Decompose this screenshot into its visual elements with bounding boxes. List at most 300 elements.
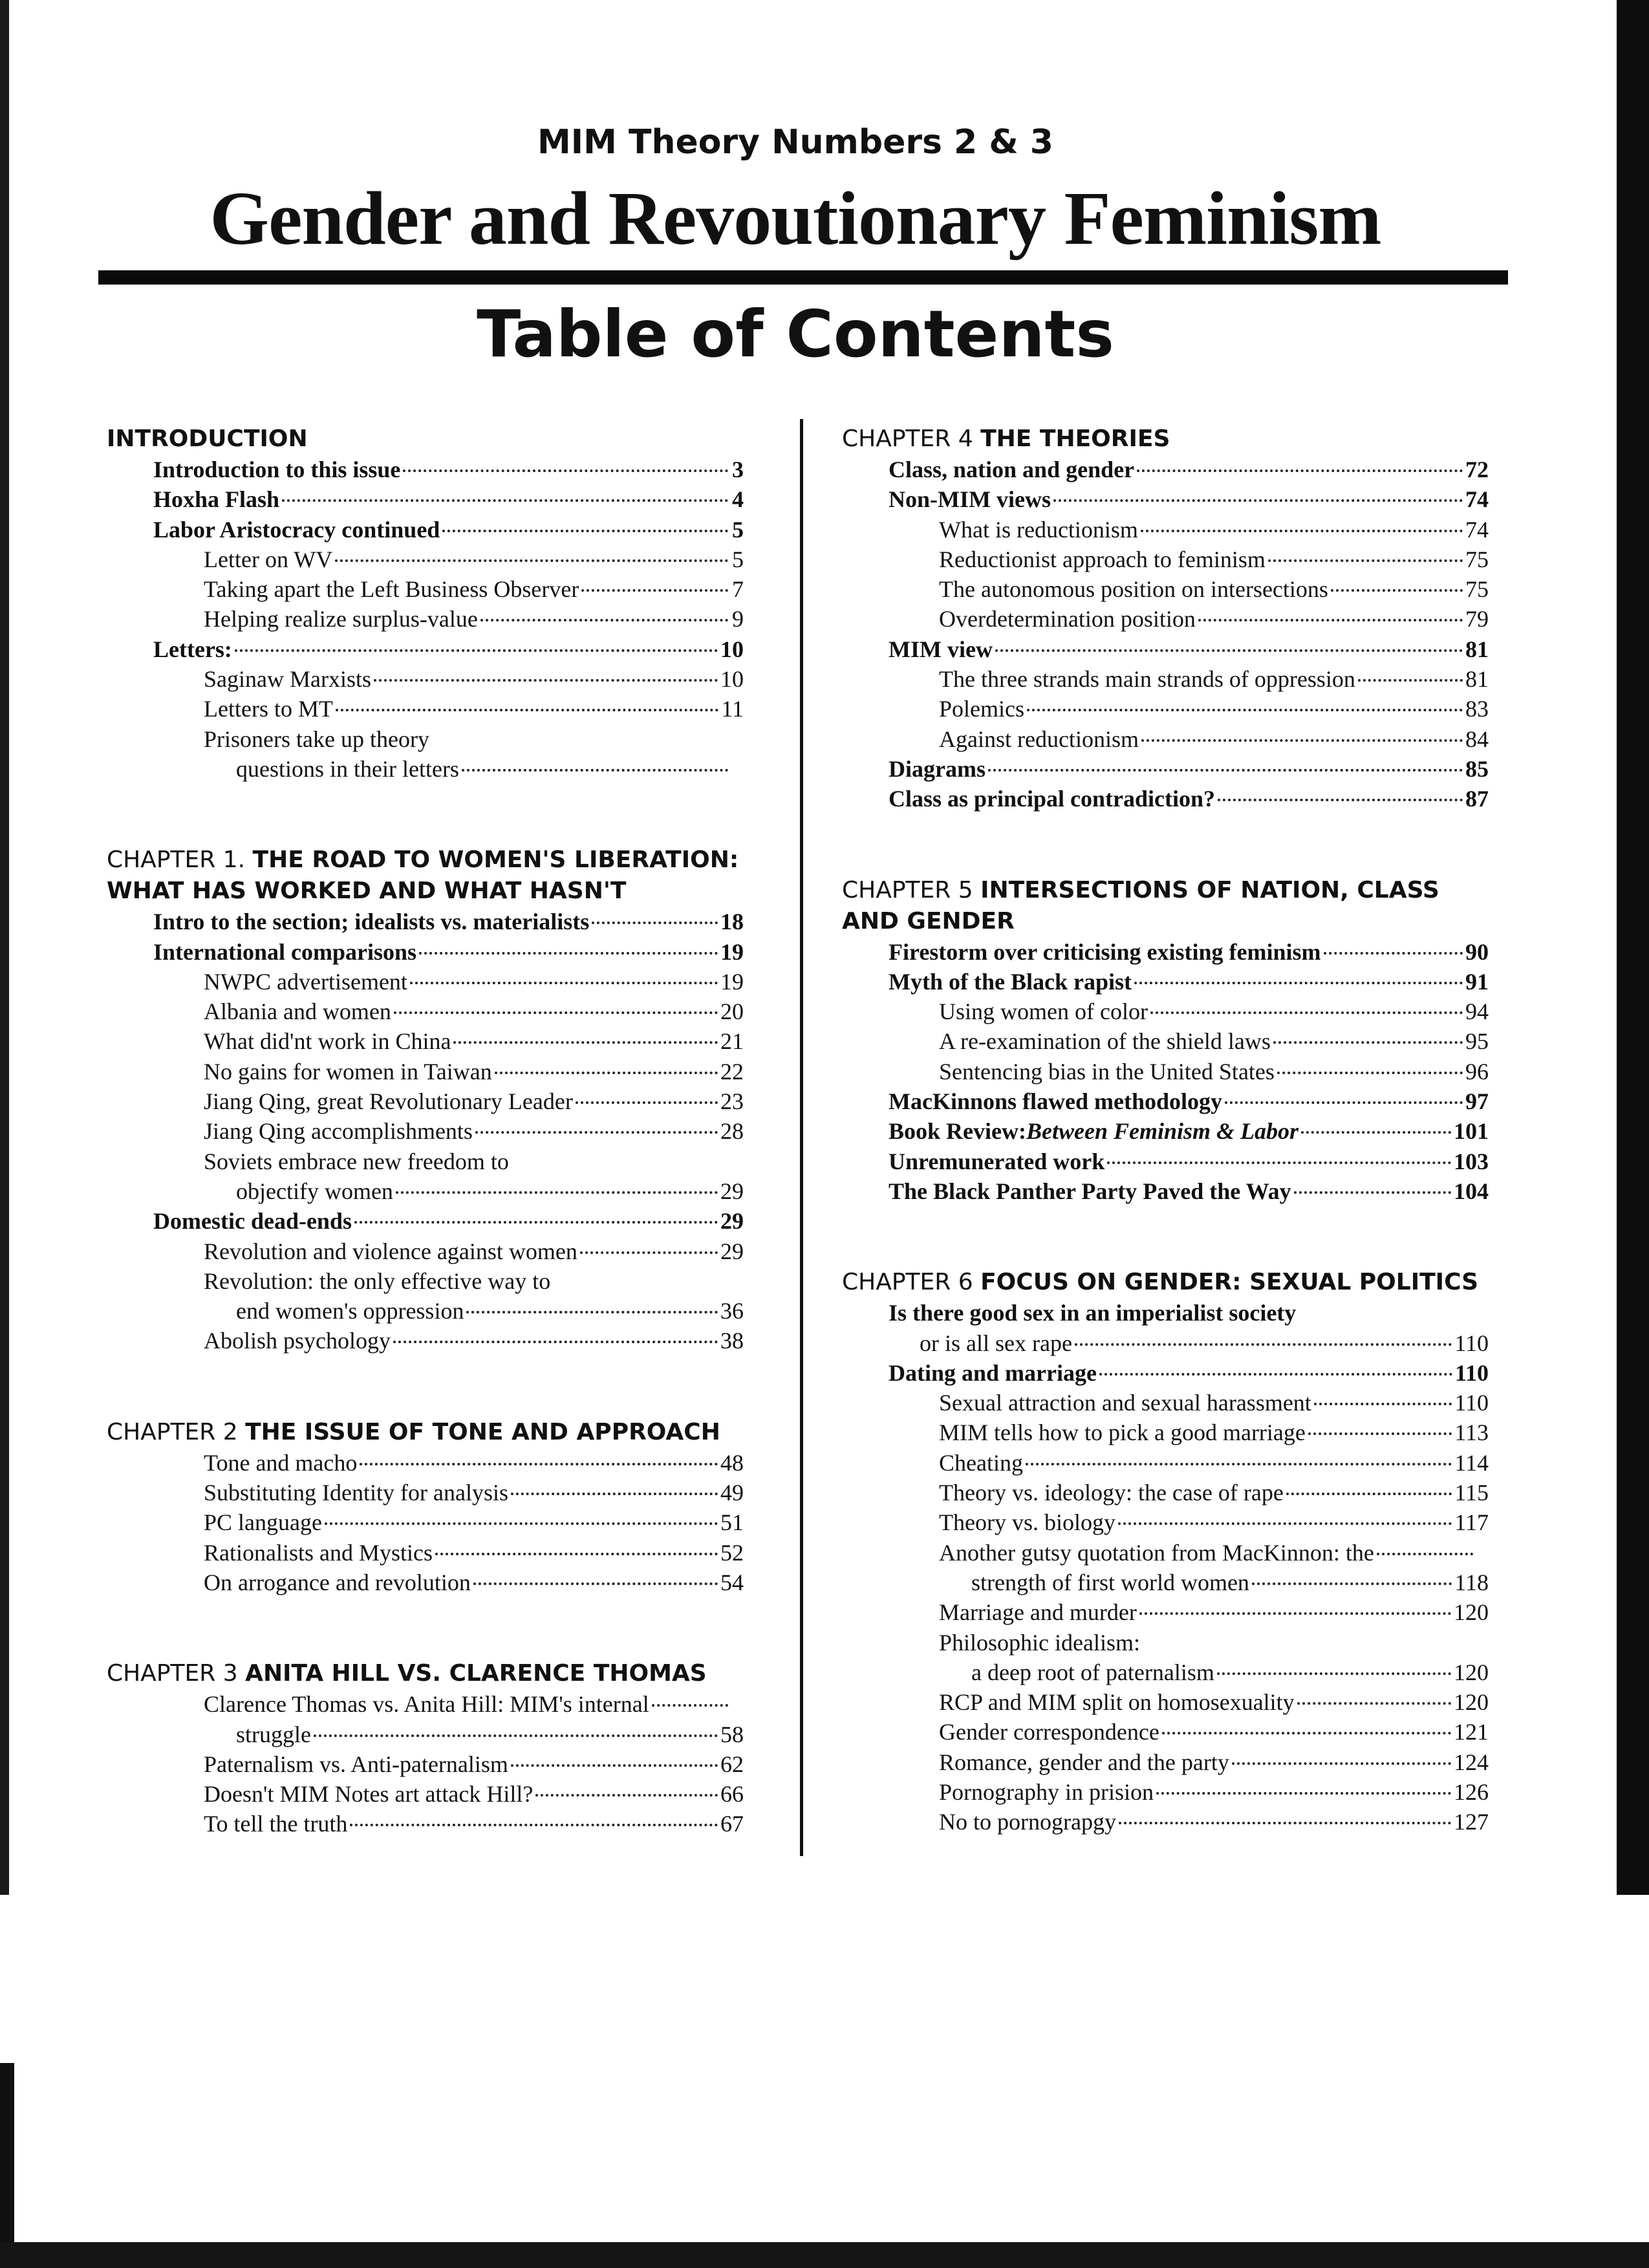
page-number: 9 (732, 606, 744, 632)
dot-leader (419, 952, 718, 955)
page-number: 4 (732, 486, 744, 513)
dot-leader (394, 1011, 718, 1014)
toc-left-column (107, 424, 744, 1839)
toc-entry (842, 1538, 1489, 1568)
dot-leader (1026, 1463, 1452, 1465)
page-number: 126 (1454, 1778, 1489, 1805)
page-number: 75 (1465, 546, 1489, 572)
page-number: 114 (1454, 1449, 1489, 1476)
dot-leader (1119, 1822, 1451, 1824)
toc-entry (842, 1687, 1489, 1717)
entry-title: Labor Aristocracy continued (153, 516, 440, 543)
page-number: 83 (1465, 696, 1489, 722)
dot-leader (1198, 619, 1463, 621)
entry-title: Introduction to this issue (153, 457, 401, 482)
toc-entry (107, 664, 744, 694)
entry-title: or is all sex rape (920, 1330, 1072, 1356)
entry-title: objectify women (236, 1178, 393, 1204)
page-number: 75 (1465, 576, 1489, 603)
entry-title: PC language (204, 1509, 322, 1536)
toc-entry (107, 1809, 744, 1839)
toc-entry (842, 967, 1489, 997)
toc-entry (842, 1777, 1489, 1807)
page-number: 22 (720, 1058, 744, 1085)
page-number: 23 (720, 1088, 744, 1115)
toc-entry: Philosophic idealism: (939, 1629, 1140, 1656)
entry-title: Revolution and violence against women (204, 1238, 577, 1264)
toc-entry (107, 907, 744, 936)
entry-title: Class, nation and gender (889, 457, 1135, 482)
toc-entry (842, 754, 1489, 784)
entry-title: Theory vs. ideology: the case of rape (939, 1480, 1284, 1506)
chapter-title: INTRODUCTION (107, 426, 308, 452)
chapter-title: FOCUS ON GENDER: SEXUAL POLITICS (980, 1269, 1479, 1296)
chapter-title: THE ISSUE OF TONE AND APPROACH (245, 1418, 720, 1445)
page-number: 29 (720, 1178, 744, 1204)
dot-leader (1268, 559, 1463, 562)
dot-leader (314, 1734, 718, 1737)
chapter-number: CHAPTER 2 (107, 1418, 246, 1445)
dot-leader (1331, 589, 1463, 592)
page-number: 10 (720, 636, 744, 662)
chapter-number: CHAPTER 5 (842, 876, 981, 903)
toc-entry (842, 1328, 1489, 1358)
entry-title: Another gutsy quotation from MacKinnon: the (939, 1539, 1374, 1566)
page-number: 51 (720, 1509, 744, 1536)
dot-leader (1217, 1672, 1451, 1675)
toc-section (107, 424, 744, 784)
entry-title: Reductionist approach to feminism (939, 546, 1266, 572)
toc-entry (107, 1448, 744, 1478)
toc-entry (842, 724, 1489, 754)
page-number: 117 (1454, 1509, 1489, 1536)
column-divider (800, 419, 803, 1856)
page-number: 29 (720, 1238, 744, 1264)
entry-title: To tell the truth (204, 1811, 348, 1837)
entry-title: a deep root of paternalism (971, 1659, 1214, 1685)
entry-title: end women's oppression (236, 1298, 464, 1324)
entry-title: What did'nt work in China (204, 1028, 451, 1055)
toc-entry (842, 997, 1489, 1026)
section-heading (107, 424, 744, 455)
toc-entry (107, 1026, 744, 1056)
dot-leader (1162, 1732, 1451, 1734)
entry-title: strength of first world women (971, 1569, 1249, 1595)
entry-title: A re-examination of the shield laws (939, 1028, 1271, 1055)
dot-leader (1358, 679, 1463, 682)
dot-leader (495, 1072, 718, 1074)
entry-title: Jiang Qing accomplishments (204, 1118, 473, 1145)
entry-title: Rationalists and Mystics (204, 1539, 433, 1566)
page-number: 28 (720, 1118, 744, 1145)
page-number: 115 (1454, 1480, 1489, 1506)
toc-entry (842, 1057, 1489, 1086)
page-number: 52 (720, 1539, 744, 1566)
chapter-title-line2: AND GENDER (842, 907, 1015, 934)
dot-leader (1232, 1762, 1451, 1765)
entry-title: Book Review: (889, 1118, 1026, 1145)
toc-entry (107, 1507, 744, 1537)
toc-entry (107, 484, 744, 514)
entry-title: On arrogance and revolution (204, 1569, 471, 1595)
entry-title: Paternalism vs. Anti-paternalism (204, 1751, 508, 1777)
toc-entry (842, 574, 1489, 604)
page-number: 113 (1454, 1420, 1489, 1446)
dot-leader (1377, 1553, 1473, 1555)
page-number: 90 (1465, 938, 1489, 965)
dot-leader (336, 709, 718, 711)
dot-leader (1277, 1072, 1463, 1074)
entry-title: Letter on WV (204, 546, 333, 572)
dot-leader (995, 649, 1463, 652)
entry-title: Hoxha Flash (153, 486, 280, 513)
toc-entry (842, 1116, 1489, 1146)
toc-entry (842, 1507, 1489, 1537)
toc-entry (107, 694, 744, 724)
series-title: MIM Theory Numbers 2 & 3 (537, 123, 1053, 162)
entry-title: Gender correspondence (939, 1719, 1159, 1745)
toc-heading: Table of Contents (477, 296, 1114, 372)
entry-title: Myth of the Black rapist (889, 968, 1132, 995)
toc-entry (842, 1448, 1489, 1478)
page-number: 120 (1454, 1599, 1489, 1626)
page-number: 66 (720, 1781, 744, 1808)
page-number: 21 (720, 1028, 744, 1055)
entry-title: Sexual attraction and sexual harassment (939, 1390, 1311, 1416)
toc-entry (107, 1478, 744, 1507)
dot-leader (1053, 499, 1463, 502)
dot-leader (1314, 1403, 1452, 1405)
toc-entry (107, 1689, 744, 1719)
entry-title: Doesn't MIM Notes art attack Hill? (204, 1781, 534, 1808)
toc-entry (107, 1749, 744, 1779)
entry-title: Sentencing bias in the United States (939, 1058, 1275, 1085)
scan-border-left (0, 0, 9, 1895)
dot-leader (475, 1131, 718, 1134)
entry-title: Jiang Qing, great Revolutionary Leader (204, 1088, 573, 1115)
toc-entry (842, 1388, 1489, 1418)
entry-title: Diagrams (889, 755, 986, 782)
dot-leader (1027, 709, 1463, 711)
toc-entry (107, 634, 744, 664)
toc-entry (107, 1296, 744, 1326)
page-number: 54 (720, 1569, 744, 1595)
toc-entry (107, 1779, 744, 1809)
page-number: 10 (720, 666, 744, 693)
page-number: 20 (720, 999, 744, 1025)
toc-entry (107, 545, 744, 574)
chapter-number: CHAPTER 1. (107, 847, 253, 874)
dot-leader (1107, 1161, 1451, 1164)
entry-title: Theory vs. biology (939, 1509, 1116, 1536)
dot-leader (1139, 1612, 1451, 1615)
toc-entry (842, 1358, 1489, 1388)
page-number: 11 (721, 696, 744, 722)
entry-title: Albania and women (204, 999, 391, 1025)
chapter-number: CHAPTER 6 (842, 1269, 981, 1296)
scan-border-right (1617, 0, 1649, 1895)
toc-section (842, 1267, 1489, 1837)
dot-leader (580, 1251, 718, 1254)
chapter-title: ANITA HILL VS. CLARENCE THOMAS (245, 1660, 707, 1687)
entry-title: Against reductionism (939, 726, 1139, 752)
page-number: 121 (1454, 1719, 1489, 1745)
dot-leader (350, 1824, 718, 1826)
toc-entry (107, 1176, 744, 1206)
dot-leader (988, 769, 1463, 772)
entry-title: Dating and marriage (889, 1359, 1097, 1386)
entry-title: Helping realize surplus-value (204, 606, 478, 632)
page-number: 84 (1465, 726, 1489, 752)
page-number: 96 (1465, 1058, 1489, 1085)
toc-entry (107, 455, 744, 484)
dot-leader (652, 1704, 728, 1707)
entry-title-italic: Between Feminism & Labor (1026, 1118, 1299, 1145)
page-number: 7 (732, 576, 744, 603)
document-title: Gender and Revoutionary Feminism (210, 176, 1381, 261)
entry-title: Taking apart the Left Business Observer (204, 576, 579, 603)
section-heading (107, 845, 744, 876)
page-number: 91 (1465, 968, 1489, 995)
dot-leader (480, 619, 728, 621)
toc-entry (842, 1747, 1489, 1777)
toc-section (107, 845, 744, 1355)
toc-entry (842, 604, 1489, 634)
chapter-number: CHAPTER 3 (107, 1660, 246, 1687)
chapter-title: THE THEORIES (980, 426, 1170, 452)
toc-entry (842, 1176, 1489, 1206)
entry-title: Intro to the section; idealists vs. materialists (153, 909, 590, 935)
section-heading (842, 1267, 1489, 1298)
toc-section (107, 1417, 744, 1597)
page-number: 118 (1454, 1569, 1489, 1595)
entry-title: Cheating (939, 1449, 1023, 1476)
dot-leader (576, 1101, 718, 1104)
toc-entry (842, 1807, 1489, 1837)
dot-leader (511, 1764, 718, 1767)
entry-title: The Black Panther Party Paved the Way (889, 1178, 1291, 1204)
page-number: 101 (1454, 1118, 1489, 1145)
toc-entry (842, 1026, 1489, 1056)
chapter-title: INTERSECTIONS OF NATION, CLASS (980, 876, 1439, 903)
page-number: 3 (732, 457, 744, 482)
entry-title: Overdetermination position (939, 606, 1196, 632)
toc-entry (107, 967, 744, 997)
toc-entry (107, 1057, 744, 1086)
dot-leader (1134, 982, 1463, 984)
entry-title: NWPC advertisement (204, 968, 407, 995)
dot-leader (403, 470, 728, 472)
page-number: 74 (1465, 486, 1489, 513)
toc-entry: Revolution: the only effective way to (204, 1268, 551, 1294)
page-number: 48 (720, 1449, 744, 1476)
page-number: 103 (1454, 1148, 1489, 1174)
entry-title: Polemics (939, 696, 1024, 722)
entry-title: RCP and MIM split on homosexuality (939, 1689, 1295, 1716)
dot-leader (1075, 1343, 1452, 1346)
dot-leader (1252, 1582, 1452, 1585)
toc-entry (107, 1326, 744, 1355)
dot-leader (535, 1794, 718, 1797)
scan-border-left-lower (0, 2063, 14, 2268)
dot-leader (466, 1311, 718, 1313)
page-number: 97 (1465, 1088, 1489, 1115)
toc-entry (107, 515, 744, 545)
toc-entry (842, 1597, 1489, 1627)
dot-leader (1141, 530, 1463, 532)
page-number: 120 (1454, 1659, 1489, 1685)
dot-leader (374, 679, 718, 682)
entry-title: No to pornograpgy (939, 1809, 1116, 1835)
page-number: 110 (1454, 1330, 1489, 1356)
page-number: 5 (732, 546, 744, 572)
dot-leader (462, 769, 728, 772)
toc-section (107, 1658, 744, 1839)
entry-title: Unremunerated work (889, 1148, 1105, 1174)
dot-leader (592, 922, 718, 924)
dot-leader (1137, 470, 1463, 472)
dot-leader (1301, 1131, 1451, 1134)
page-number: 79 (1465, 606, 1489, 632)
toc-entry (842, 1418, 1489, 1447)
dot-leader (360, 1463, 718, 1465)
entry-title: Domestic dead-ends (153, 1208, 352, 1235)
toc-entry (842, 634, 1489, 664)
section-heading (107, 1658, 744, 1689)
dot-leader (282, 499, 728, 502)
toc-entry (107, 1720, 744, 1749)
toc-entry: Soviets embrace new freedom to (204, 1148, 509, 1174)
page-number: 58 (720, 1721, 744, 1747)
dot-leader (1099, 1373, 1452, 1376)
toc-entry (107, 1116, 744, 1146)
section-heading-continued (842, 906, 1489, 937)
dot-leader (511, 1493, 718, 1495)
entry-title: Tone and macho (204, 1449, 358, 1476)
page-number: 19 (720, 968, 744, 995)
section-heading (842, 424, 1489, 455)
entry-title: Letters to MT (204, 696, 333, 722)
toc-section (842, 424, 1489, 814)
toc-section (842, 875, 1489, 1207)
page-number: 124 (1454, 1749, 1489, 1775)
entry-title: Letters: (153, 636, 232, 662)
toc-entry (842, 937, 1489, 967)
toc-entry (842, 694, 1489, 724)
page-number: 110 (1454, 1359, 1489, 1386)
dot-leader (1225, 1101, 1463, 1104)
entry-title: Substituting Identity for analysis (204, 1480, 508, 1506)
toc-entry (842, 1478, 1489, 1507)
dot-leader (435, 1553, 718, 1555)
page-number: 49 (720, 1480, 744, 1506)
toc-entry (842, 515, 1489, 545)
chapter-number: CHAPTER 4 (842, 426, 981, 452)
entry-title: Class as principal contradiction? (889, 786, 1216, 812)
entry-title: Non-MIM views (889, 486, 1051, 513)
page-number: 87 (1465, 786, 1489, 812)
dot-leader (1118, 1522, 1452, 1525)
dot-leader (235, 649, 718, 652)
toc-entry (842, 1658, 1489, 1687)
entry-title: struggle (236, 1721, 311, 1747)
dot-leader (410, 982, 718, 984)
page-number: 38 (720, 1328, 744, 1354)
page-number: 67 (720, 1811, 744, 1837)
dot-leader (1294, 1191, 1451, 1194)
toc-entry (107, 997, 744, 1026)
toc-entry (842, 1086, 1489, 1116)
dot-leader (581, 589, 728, 592)
toc-entry (107, 937, 744, 967)
section-heading (842, 875, 1489, 906)
page-number: 81 (1465, 636, 1489, 662)
page-number: 81 (1465, 666, 1489, 693)
dot-leader (1150, 1011, 1463, 1014)
dot-leader (1324, 952, 1463, 955)
toc-entry (107, 1086, 744, 1116)
toc-entry (107, 1237, 744, 1266)
dot-leader (1308, 1432, 1452, 1435)
entry-title: No gains for women in Taiwan (204, 1058, 492, 1085)
toc-entry (842, 664, 1489, 694)
page-number: 94 (1465, 999, 1489, 1025)
section-heading (107, 1417, 744, 1448)
entry-title: Firestorm over criticising existing feminism (889, 938, 1321, 965)
toc-entry: Prisoners take up theory (204, 726, 429, 752)
toc-entry (107, 1568, 744, 1597)
entry-title: Romance, gender and the party (939, 1749, 1229, 1775)
toc-entry (842, 455, 1489, 484)
toc-entry (842, 484, 1489, 514)
section-heading-continued (107, 876, 744, 907)
entry-title: Using women of color (939, 999, 1148, 1025)
toc-entry (842, 1717, 1489, 1747)
entry-title: Pornography in prision (939, 1778, 1154, 1805)
entry-title: What is reductionism (939, 516, 1138, 543)
page-number: 19 (720, 938, 744, 965)
entry-title: The autonomous position on intersections (939, 576, 1328, 603)
dot-leader (1286, 1493, 1452, 1495)
page-number: 95 (1465, 1028, 1489, 1055)
entry-title: MIM view (889, 636, 993, 662)
dot-leader (325, 1522, 718, 1525)
toc-entry (107, 1538, 744, 1568)
toc-entry (842, 545, 1489, 574)
page-number: 104 (1454, 1178, 1489, 1204)
dot-leader (1297, 1702, 1451, 1705)
entry-title: International comparisons (153, 938, 417, 965)
dot-leader (354, 1221, 718, 1224)
toc-entry (842, 1147, 1489, 1176)
toc-entry (107, 1206, 744, 1236)
dot-leader (1156, 1792, 1451, 1795)
title-rule (98, 270, 1508, 285)
dot-leader (1218, 799, 1463, 801)
page-number: 74 (1465, 516, 1489, 543)
dot-leader (335, 559, 728, 562)
entry-title: Marriage and murder (939, 1599, 1137, 1626)
dot-leader (396, 1191, 718, 1194)
dot-leader (473, 1582, 718, 1585)
page-number: 110 (1454, 1390, 1489, 1416)
entry-title: MacKinnons flawed methodology (889, 1088, 1223, 1115)
dot-leader (453, 1041, 718, 1044)
toc-entry (842, 784, 1489, 814)
page-number: 127 (1454, 1809, 1489, 1835)
entry-title: Saginaw Marxists (204, 666, 371, 693)
chapter-title-line2: WHAT HAS WORKED AND WHAT HASN'T (107, 878, 627, 905)
